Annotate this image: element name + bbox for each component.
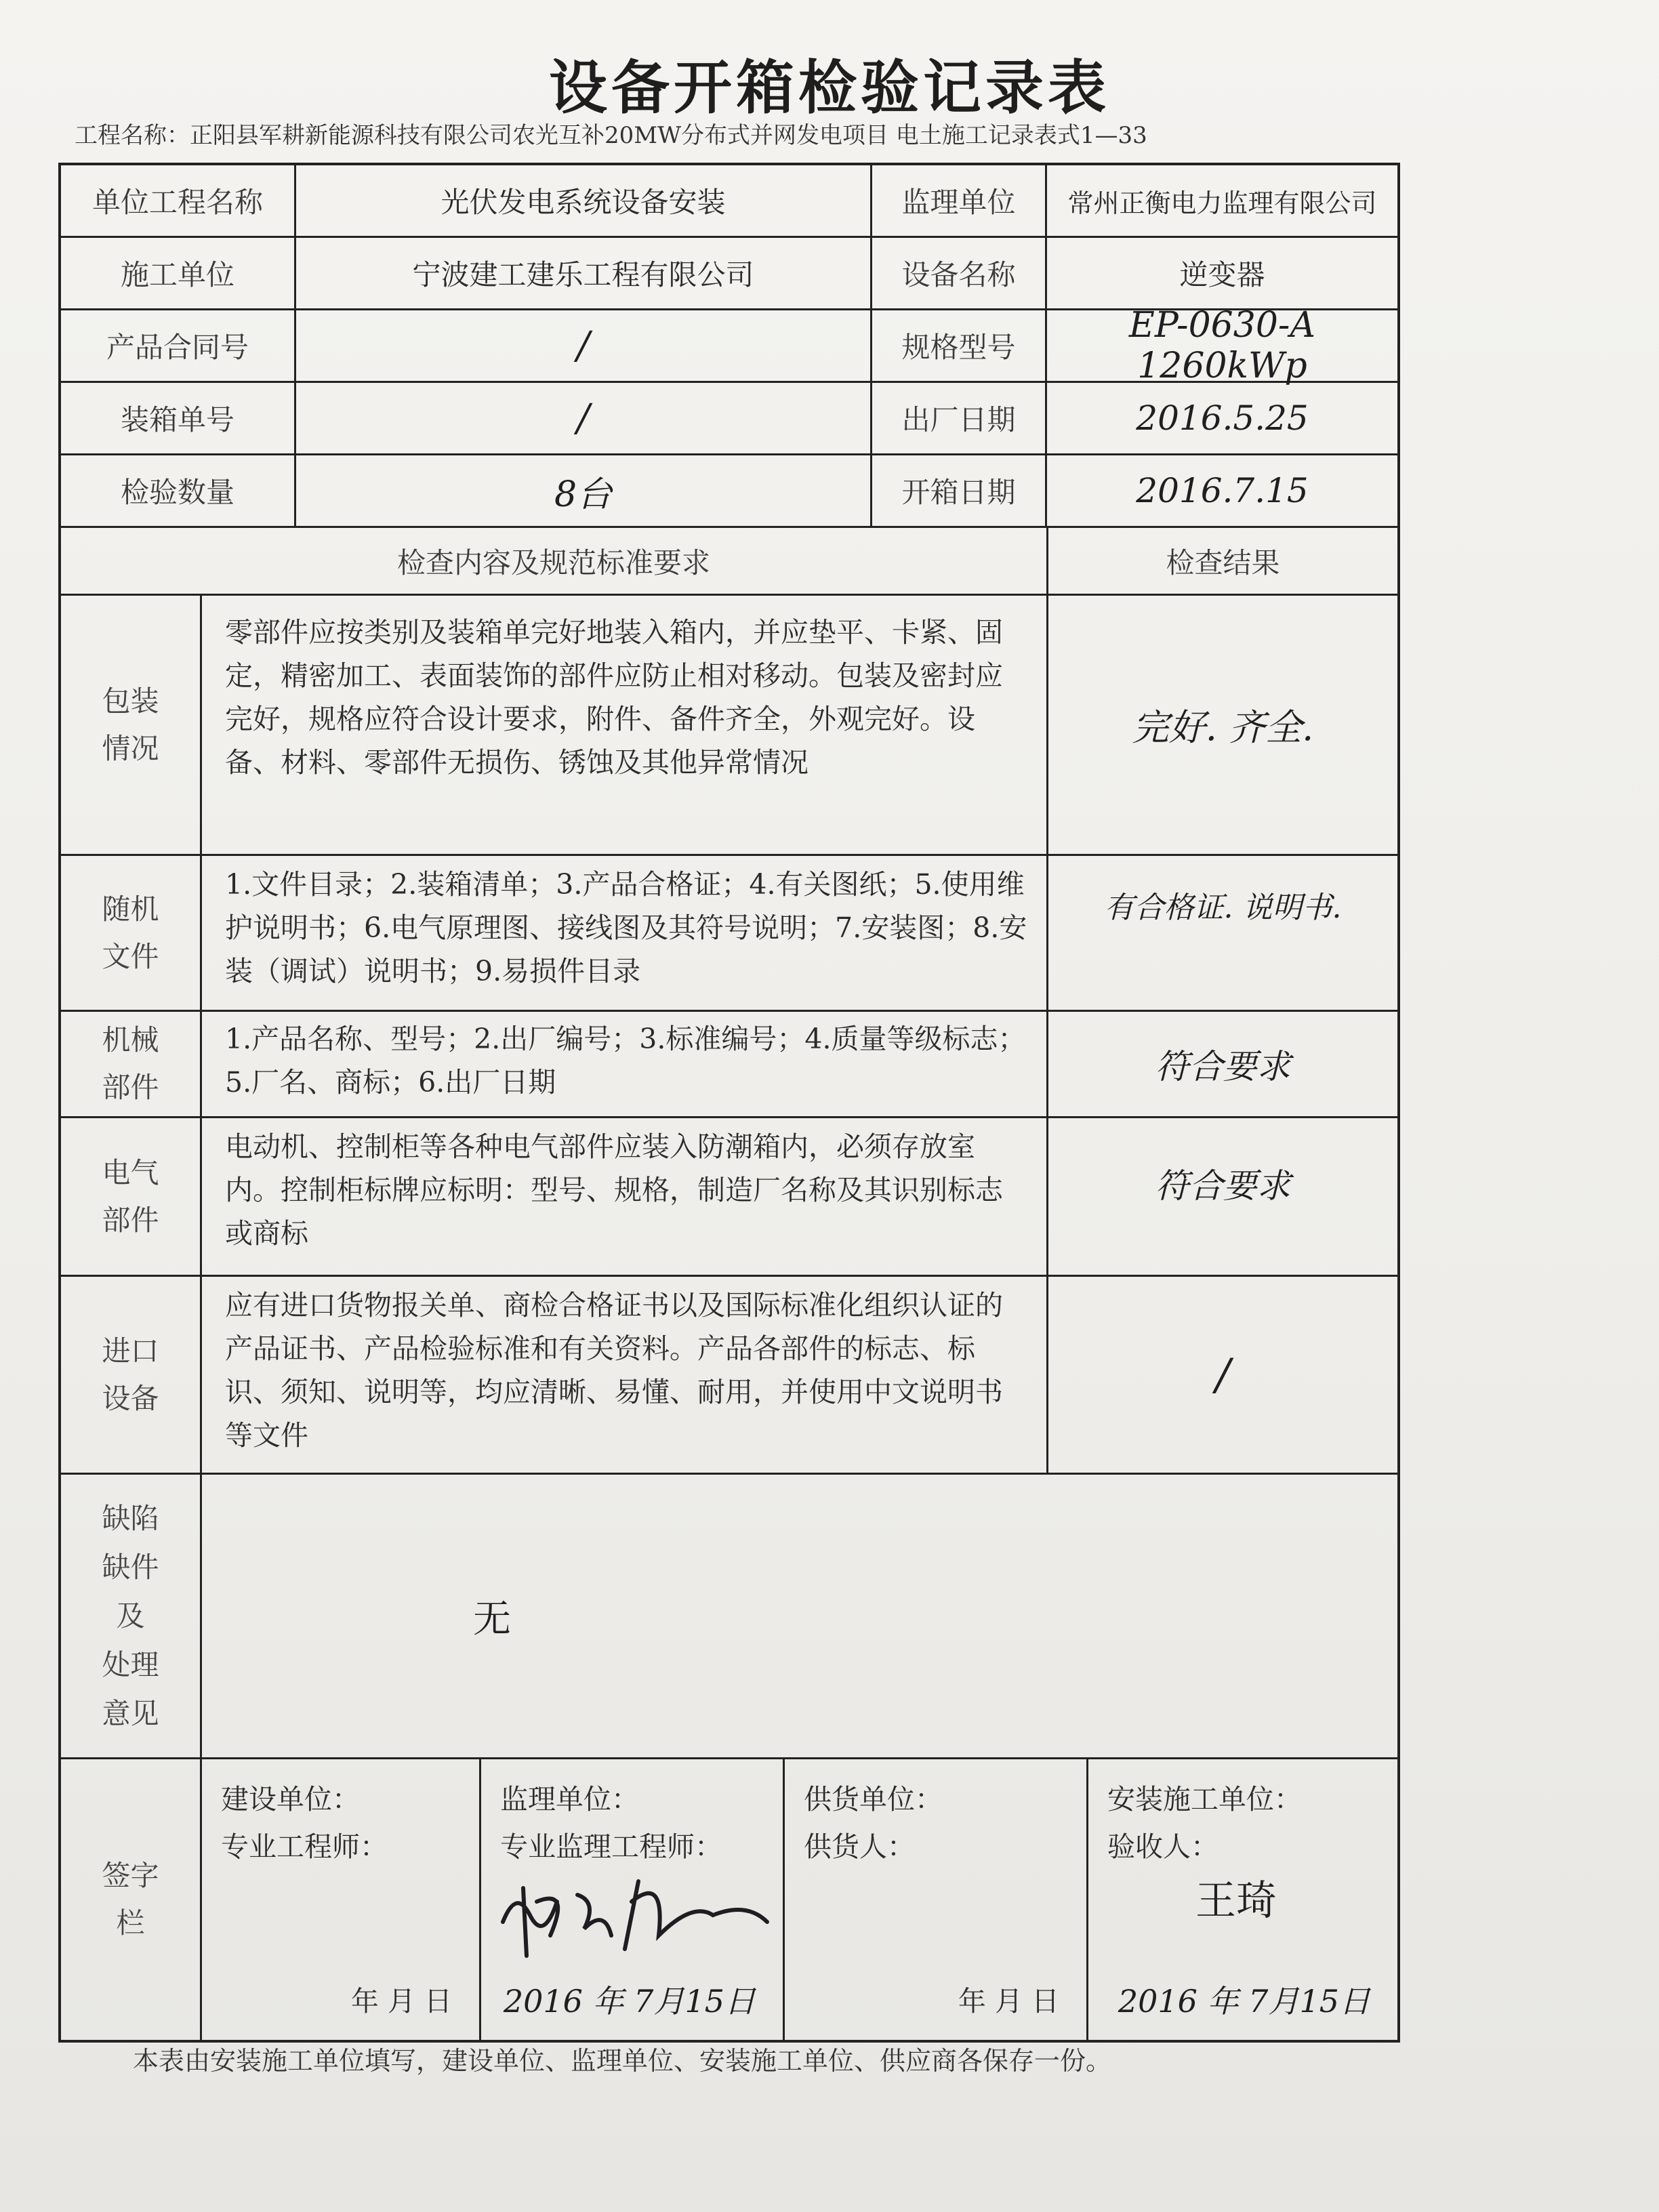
inspection-form [58, 163, 1400, 2043]
supervision-label: 监理单位 [872, 165, 1047, 238]
supply-date: 年 月 日 [958, 1985, 1059, 2018]
install-date: 2016 年 7月15日 [1118, 1983, 1370, 2020]
spec-value: EP-0630-A 1260kWp [1047, 310, 1397, 383]
factory-date-value: 2016.5.25 [1047, 383, 1397, 455]
packing-value: / [296, 383, 872, 455]
mechanical-label: 机械 部件 [61, 1012, 202, 1118]
footer-note: 本表由安装施工单位填写，建设单位、监理单位、安装施工单位、供应商各保存一份。 [133, 2046, 1112, 2076]
signature-label: 签字 栏 [61, 1759, 202, 2040]
construction-label: 施工单位 [61, 238, 296, 310]
supervision-value: 常州正衡电力监理有限公司 [1047, 165, 1397, 238]
documents-requirement: 1.文件目录；2.装箱清单；3.产品合格证；4.有关图纸；5.使用维护说明书；6.电气原理图、接线图及其符号说明；7.安装图；8.安装（调试）说明书；9.易损件目录 [202, 856, 1048, 1012]
unit-project-label: 单位工程名称 [61, 165, 296, 238]
install-signature: 王琦 [1195, 1877, 1277, 1925]
open-date-label: 开箱日期 [872, 455, 1047, 528]
quantity-label: 检验数量 [61, 455, 296, 528]
imported-requirement: 应有进口货物报关单、商检合格证书以及国际标准化组织认证的产品证书、产品检验标准和有关资料。产品各部件的标志、标识、须知、说明等，均应清晰、易懂、耐用，并使用中文说明书等文件 [202, 1277, 1048, 1475]
build-unit-sign-block: 建设单位： 专业工程师： 年 月 日 [202, 1759, 481, 2040]
equipment-label: 设备名称 [872, 238, 1047, 310]
defects-label: 缺陷 缺件 及 处理 意见 [61, 1475, 202, 1759]
electrical-requirement: 电动机、控制柜等各种电气部件应装入防潮箱内，必须存放室内。控制柜标牌应标明：型号、规格，制造厂名称及其识别标志或商标 [202, 1118, 1048, 1277]
contract-label: 产品合同号 [61, 310, 296, 383]
supervision-sign-block: 监理单位： 专业监理工程师： 2016 年 7月15日 [481, 1759, 785, 2040]
packaging-label: 包装 情况 [61, 596, 202, 856]
electrical-label: 电气 部件 [61, 1118, 202, 1277]
factory-date-label: 出厂日期 [872, 383, 1047, 455]
install-sign-block: 安装施工单位： 验收人： 王琦 2016 年 7月15日 [1088, 1759, 1397, 2040]
document-title: 设备开箱检验记录表 [549, 54, 1110, 122]
defects-value: 无 [202, 1475, 1397, 1759]
unit-project-value: 光伏发电系统设备安装 [296, 165, 872, 238]
packaging-requirement: 零部件应按类别及装箱单完好地装入箱内，并应垫平、卡紧、固定，精密加工、表面装饰的部件应防止相对移动。包装及密封应完好，规格应符合设计要求，附件、备件齐全，外观完好。设备、材料、零部件无损伤、锈蚀及其他异常情况 [202, 596, 1048, 856]
packing-label: 装箱单号 [61, 383, 296, 455]
equipment-value: 逆变器 [1047, 238, 1397, 310]
imported-result: / [1048, 1277, 1397, 1475]
supervision-date: 2016 年 7月15日 [503, 1983, 756, 2020]
build-unit-date: 年 月 日 [350, 1985, 452, 2018]
result-header: 检查结果 [1048, 528, 1397, 596]
documents-result: 有合格证. 说明书. [1048, 856, 1397, 1012]
content-header: 检查内容及规范标准要求 [61, 528, 1048, 596]
electrical-result: 符合要求 [1048, 1118, 1397, 1277]
quantity-value: 8台 [296, 455, 872, 528]
packaging-result: 完好. 齐全. [1048, 596, 1397, 856]
handwritten-signature [489, 1861, 774, 1963]
spec-label: 规格型号 [872, 310, 1047, 383]
documents-label: 随机 文件 [61, 856, 202, 1012]
project-name-line: 工程名称：正阳县军耕新能源科技有限公司农光互补20MW分布式并网发电项目 电土施工记录表式1—33 [75, 122, 1147, 149]
mechanical-requirement: 1.产品名称、型号；2.出厂编号；3.标准编号；4.质量等级标志；5.厂名、商标；6.出厂日期 [202, 1012, 1048, 1118]
mechanical-result: 符合要求 [1048, 1012, 1397, 1118]
construction-value: 宁波建工建乐工程有限公司 [296, 238, 872, 310]
imported-label: 进口 设备 [61, 1277, 202, 1475]
open-date-value: 2016.7.15 [1047, 455, 1397, 528]
supply-sign-block: 供货单位： 供货人： 年 月 日 [785, 1759, 1088, 2040]
contract-value: / [296, 310, 872, 383]
